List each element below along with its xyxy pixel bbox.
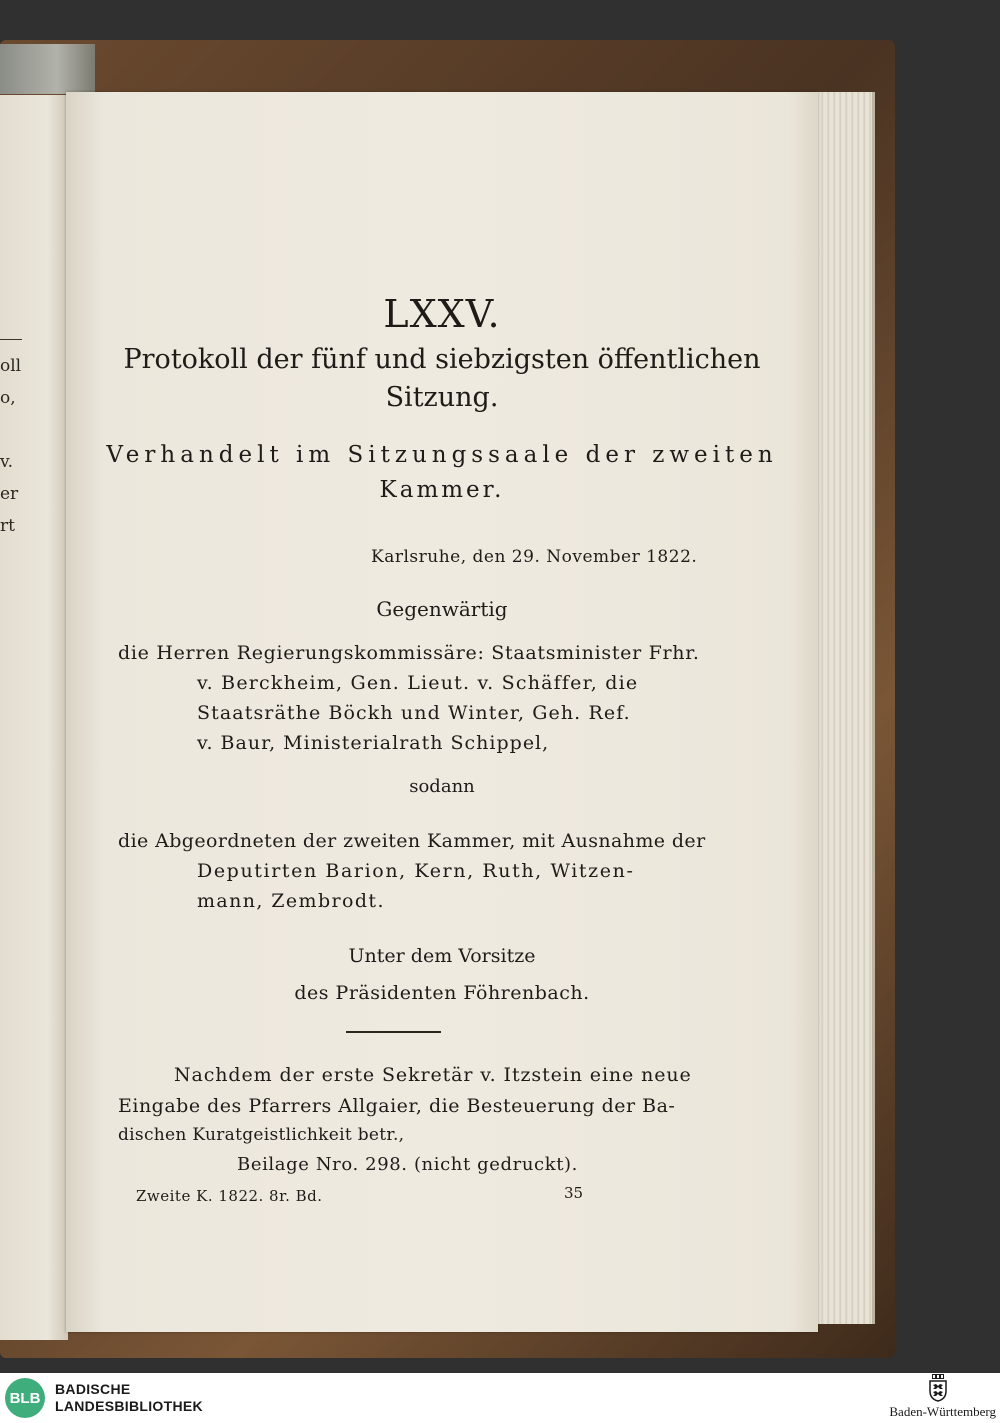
section-heading: sodann bbox=[409, 776, 475, 797]
footer-bar bbox=[0, 1373, 1000, 1423]
text-line: die Herren Regierungskommissäre: Staatsminister Frhr. bbox=[118, 642, 700, 664]
title-line: Protokoll der fünf und siebzigsten öffentlichen bbox=[123, 344, 761, 375]
state-name[interactable]: Baden-Württemberg bbox=[889, 1404, 996, 1419]
dateline: Karlsruhe, den 29. November 1822. bbox=[371, 547, 698, 567]
left-page-fragments bbox=[0, 350, 30, 542]
left-fragment: o, bbox=[0, 388, 16, 408]
library-name[interactable] bbox=[55, 1381, 203, 1415]
page-stack-edges bbox=[812, 92, 875, 1324]
text-line: mann, Zembrodt. bbox=[197, 890, 385, 912]
text-line: die Abgeordneten der zweiten Kammer, mit Ausnahme der bbox=[118, 830, 706, 852]
book-spine bbox=[0, 44, 95, 94]
section-heading: Gegenwärtig bbox=[376, 597, 508, 621]
text-line: v. Baur, Ministerialrath Schippel, bbox=[197, 732, 550, 754]
library-name-line: LANDESBIBLIOTHEK bbox=[55, 1398, 203, 1414]
document-page bbox=[66, 92, 818, 1332]
roman-numeral: LXXV. bbox=[383, 292, 501, 336]
text-line: Staatsräthe Böckh und Winter, Geh. Ref. bbox=[197, 702, 631, 724]
library-name-line: BADISCHE bbox=[55, 1381, 131, 1397]
left-page-rule bbox=[0, 339, 22, 340]
paragraph-line: Beilage Nro. 298. (nicht gedruckt). bbox=[237, 1154, 579, 1175]
paragraph-line: dischen Kuratgeistlichkeit betr., bbox=[118, 1125, 405, 1145]
section-heading: Unter dem Vorsitze bbox=[348, 945, 536, 967]
divider-rule bbox=[346, 1031, 441, 1033]
section-heading: des Präsidenten Föhrenbach. bbox=[294, 982, 590, 1004]
sheet-signature: Zweite K. 1822. 8r. Bd. bbox=[136, 1187, 323, 1205]
text-line: Deputirten Barion, Kern, Ruth, Witzen- bbox=[197, 860, 635, 882]
paragraph-line: Nachdem der erste Sekretär v. Itzstein eine neue bbox=[174, 1064, 692, 1086]
logo-abbr: BLB bbox=[9, 1389, 41, 1407]
blb-logo-icon[interactable] bbox=[5, 1378, 45, 1418]
left-fragment: v. bbox=[0, 452, 13, 472]
left-fragment: er bbox=[0, 484, 19, 504]
left-fragment: oll bbox=[0, 356, 22, 376]
text-line: v. Berckheim, Gen. Lieut. v. Schäffer, die bbox=[197, 672, 639, 694]
left-fragment: rt bbox=[0, 516, 15, 536]
subtitle-line: Verhandelt im Sitzungssaale der zweiten bbox=[106, 442, 778, 468]
paragraph-line: Eingabe des Pfarrers Allgaier, die Besteuerung der Ba- bbox=[118, 1095, 676, 1117]
sheet-number: 35 bbox=[564, 1184, 584, 1202]
left-fragment bbox=[0, 414, 30, 446]
title-line: Sitzung. bbox=[385, 382, 499, 413]
subtitle-line: Kammer. bbox=[379, 477, 505, 503]
left-page bbox=[0, 95, 68, 1340]
baden-wuerttemberg-crest-icon bbox=[928, 1374, 948, 1402]
